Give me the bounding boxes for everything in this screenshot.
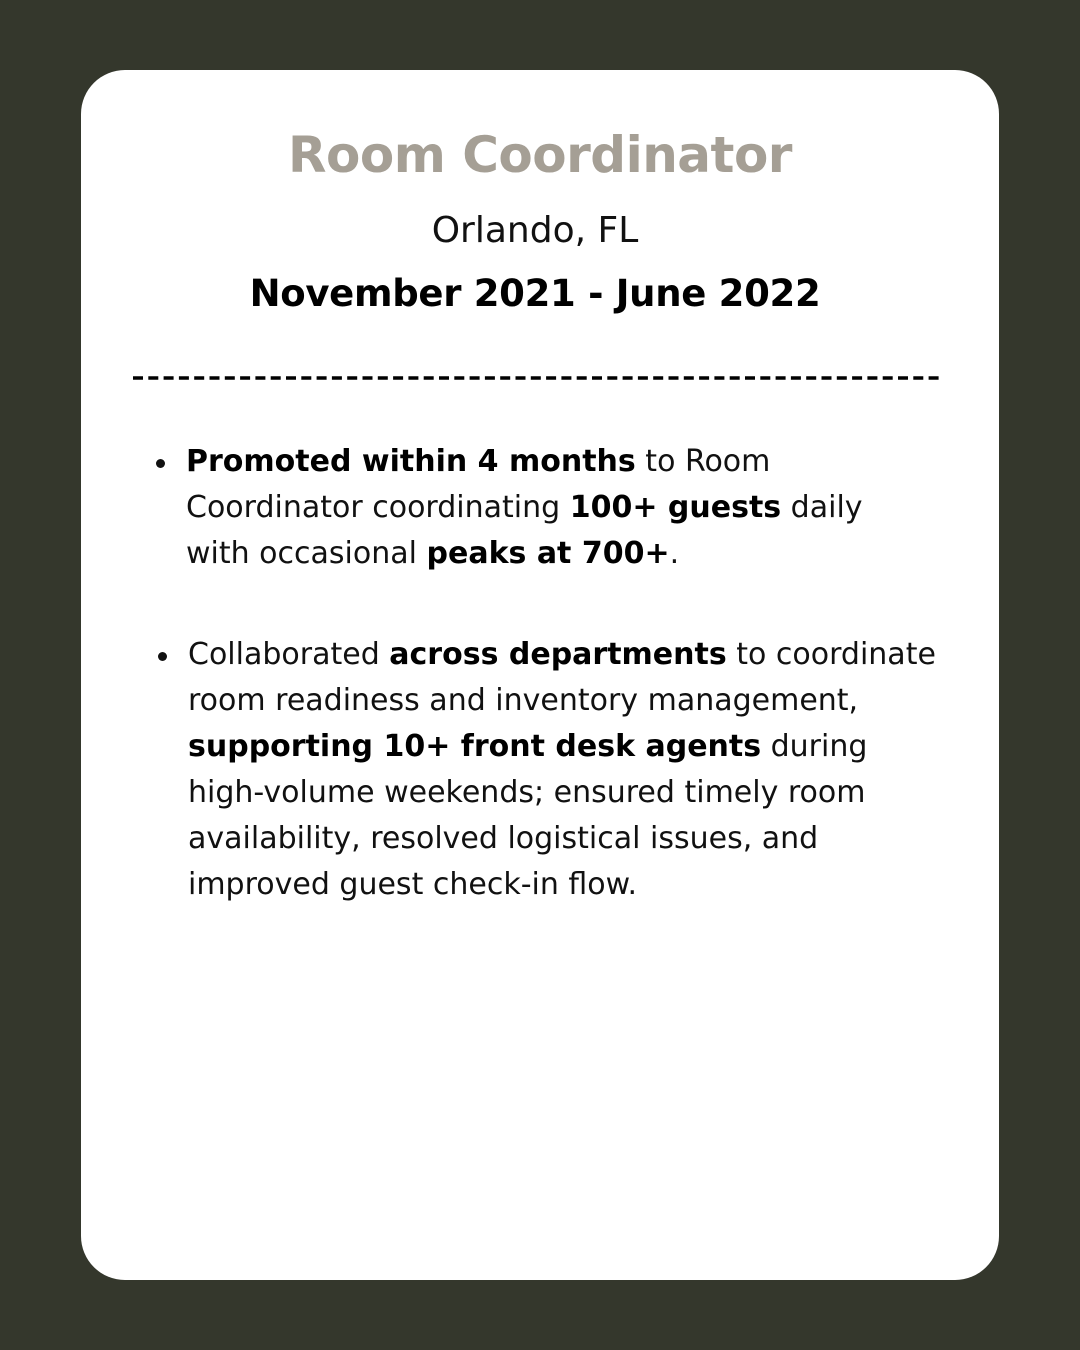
job-dates: November 2021 - June 2022	[249, 272, 821, 315]
bullet-highlight: supporting 10+ front desk agents	[188, 729, 762, 764]
bullet-highlight: 100+ guests	[569, 490, 782, 525]
bullet-text-segment: Collaborated	[188, 637, 390, 672]
job-title: Room Coordinator	[288, 126, 792, 184]
bullet-text	[186, 444, 863, 571]
bullet-text-segment: .	[669, 536, 680, 571]
bullet-highlight: across departments	[389, 637, 727, 672]
bullet-text-segment: to Room Coordinator coordinating	[186, 444, 771, 525]
dashed-divider	[131, 363, 945, 391]
bullet-dot-icon	[158, 652, 167, 661]
bullet-text-segment: to coordinate room readiness and inventory management,	[188, 637, 936, 718]
bullet-dot-icon	[156, 459, 165, 468]
bullet-item-collaboration	[188, 632, 938, 908]
bullet-highlight: peaks at 700+	[426, 536, 670, 571]
bullet-text-segment: daily with occasional	[186, 490, 863, 571]
bullet-text-segment: during high-volume weekends; ensured timely room availability, resolved logistical issues, and improved guest check-in flow.	[188, 729, 868, 902]
bullet-text	[188, 637, 936, 902]
bullet-highlight: Promoted within 4 months	[186, 444, 636, 479]
job-location: Orlando, FL	[431, 210, 639, 251]
bullet-item-promotion	[186, 439, 926, 577]
